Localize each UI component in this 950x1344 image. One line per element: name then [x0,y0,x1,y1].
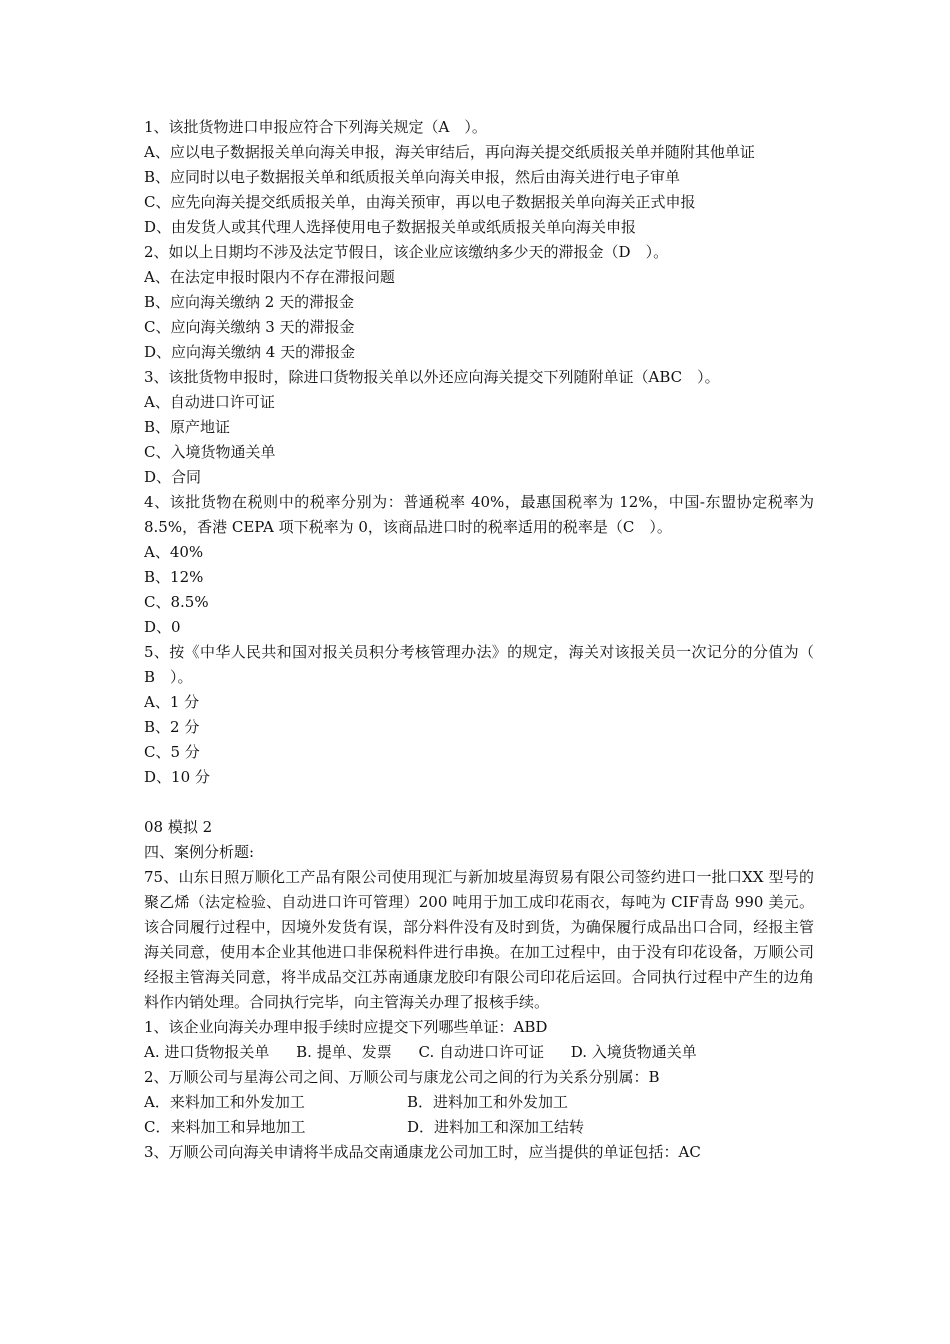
option-5a: A、1 分 [144,693,200,711]
case-options-1 [144,1040,814,1065]
option-4a: A、40% [144,543,204,561]
question-3: 3、该批货物申报时，除进口货物报关单以外还应向海关提交下列随附单证（ABC ）。 [144,368,720,386]
option-2c: C、应向海关缴纳 3 天的滞报金 [144,318,355,336]
option-3c: C、入境货物通关单 [144,443,276,461]
option-3b: B、原产地证 [144,418,231,436]
option-4b: B、12% [144,568,204,586]
option-1c: C、应先向海关提交纸质报关单，由海关预审，再以电子数据报关单向海关正式申报 [144,193,696,211]
option-4d: D、0 [144,618,181,636]
case-option-2c: C．来料加工和异地加工 [144,1118,306,1136]
option-1a: A、应以电子数据报关单向海关申报，海关审结后，再向海关提交纸质报关单并随附其他单证 [144,143,755,161]
option-1b: B、应同时以电子数据报关单和纸质报关单向海关申报，然后由海关进行电子审单 [144,168,681,186]
option-2a: A、在法定申报时限内不存在滞报问题 [144,268,395,286]
option-2b: B、应向海关缴纳 2 天的滞报金 [144,293,355,311]
case-option-1a: A. 进口货物报关单 [144,1043,270,1061]
case-question-2: 2、万顺公司与星海公司之间、万顺公司与康龙公司之间的行为关系分别属：B [144,1068,660,1086]
case-option-2b: B．进料加工和外发加工 [407,1093,569,1111]
option-5b: B、2 分 [144,718,200,736]
case-paragraph: 75、山东日照万顺化工产品有限公司使用现汇与新加坡星海贸易有限公司签约进口一批口XX 型号的聚乙烯（法定检验、自动进口许可管理）200 吨用于加工成印花雨衣，每吨为 CIF青岛 990 美元。该合同履行过程中，因境外发货有误，部分料件没有及时到货，为确保履行成品出口合同，经报主管海关同意，使用本企业其他进口非保税料件进行串换。在加工过程中，由于没有印花设备，万顺公司经报主管海关同意，将半成品交江苏南通康龙胶印有限公司印花后运回。合同执行过程中产生的边角料作内销处理。合同执行完毕，向主管海关办理了报核手续。 [144,868,814,1011]
case-option-2d: D．进料加工和深加工结转 [407,1118,585,1136]
blank-line [144,790,814,815]
question-1: 1、该批货物进口申报应符合下列海关规定（A ）。 [144,118,487,136]
question-4: 4、该批货物在税则中的税率分别为：普通税率 40%，最惠国税率为 12%，中国-东盟协定税率为 8.5%，香港 CEPA 项下税率为 0，该商品进口时的税率适用的税率是（C ）。 [144,493,814,536]
case-question-3: 3、万顺公司向海关申请将半成品交南通康龙公司加工时，应当提供的单证包括：AC [144,1143,701,1161]
question-2: 2、如以上日期均不涉及法定节假日，该企业应该缴纳多少天的滞报金（D ）。 [144,243,669,261]
case-question-1: 1、该企业向海关办理申报手续时应提交下列哪些单证：ABD [144,1018,548,1036]
section-title: 08 模拟 2 [144,818,213,836]
question-5: 5、按《中华人民共和国对报关员积分考核管理办法》的规定，海关对该报关员一次记分的分值为（ B ）。 [144,643,830,686]
case-option-1d: D. 入境货物通关单 [570,1043,697,1061]
case-option-2a: A．来料加工和外发加工 [144,1093,305,1111]
case-option-1c: C. 自动进口许可证 [418,1043,544,1061]
option-3a: A、自动进口许可证 [144,393,275,411]
option-3d: D、合同 [144,468,202,486]
document-page [144,115,830,1165]
option-5d: D、10 分 [144,768,210,786]
case-option-1b: B. 提单、发票 [296,1043,392,1061]
case-options-2-row1 [144,1090,814,1115]
case-options-2-row2 [144,1115,814,1140]
option-4c: C、8.5% [144,593,209,611]
option-5c: C、5 分 [144,743,200,761]
section-subtitle: 四、案例分析题: [144,843,255,861]
option-1d: D、由发货人或其代理人选择使用电子数据报关单或纸质报关单向海关申报 [144,218,637,236]
option-2d: D、应向海关缴纳 4 天的滞报金 [144,343,356,361]
